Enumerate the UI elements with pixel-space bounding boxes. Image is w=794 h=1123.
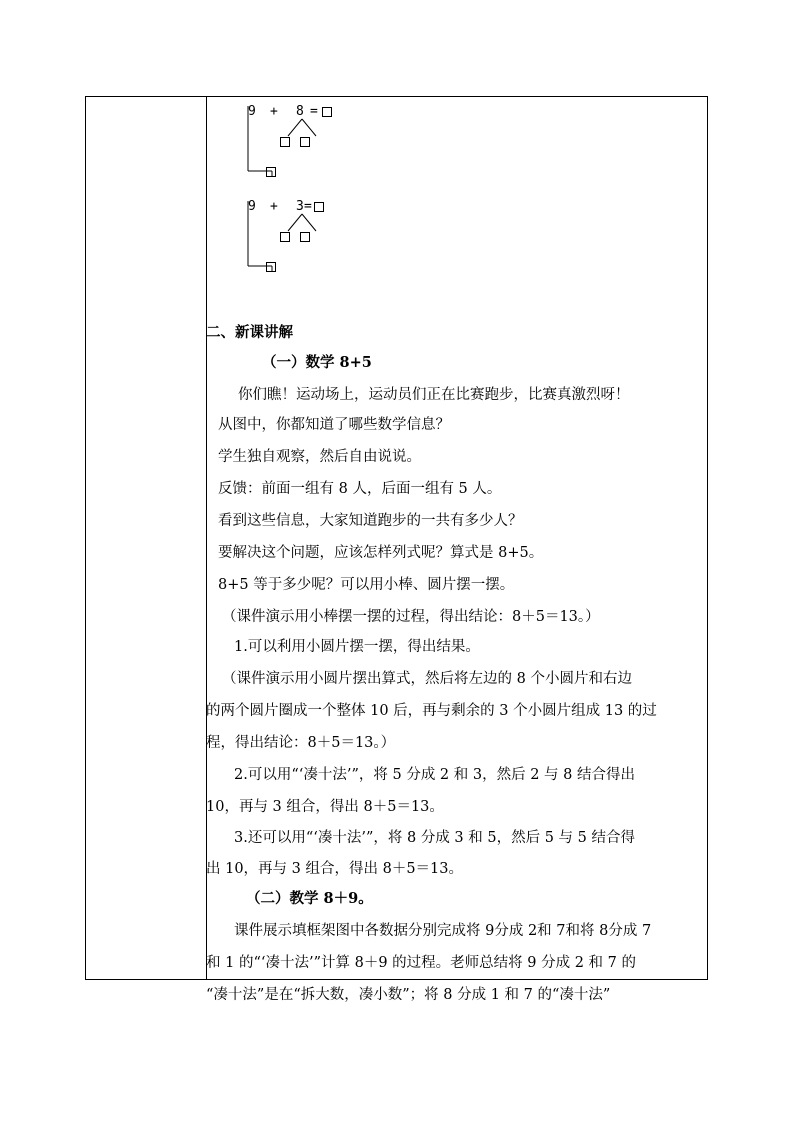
paragraph-line: 的两个圆片圈成一个整体 10 后，再与剩余的 3 个小圆片组成 13 的过 <box>206 703 657 719</box>
addend-left: 9 <box>248 199 256 214</box>
paragraph-line: 3.还可以用“‘凑十法’”，将 8 分成 3 和 5，然后 5 与 5 结合得 <box>234 830 635 846</box>
paragraph-line: 要解决这个问题，应该怎样列式呢？算式是 8+5。 <box>218 545 544 561</box>
split-box-left <box>280 232 290 242</box>
answer-box <box>322 107 332 117</box>
subsection-title-2: （二）教学 8＋9。 <box>246 890 373 907</box>
plus-sign: + <box>270 199 278 214</box>
answer-box <box>314 202 324 212</box>
column-divider <box>206 97 207 979</box>
paragraph-line: 1.可以利用小圆片摆一摆，得出结果。 <box>234 639 480 655</box>
paragraph-line: 学生独自观察，然后自由说说。 <box>218 449 421 465</box>
plus-sign: + <box>270 104 278 119</box>
make-ten-diagram-2 <box>218 200 358 280</box>
ten-box <box>266 262 276 272</box>
paragraph-line: 课件展示填框架图中各数据分别完成将 9分成 2和 7和将 8分成 7 <box>234 923 652 939</box>
paragraph-line: 你们瞧！运动场上，运动员们正在比赛跑步，比赛真激烈呀！ <box>238 387 630 403</box>
section-title: 二、新课讲解 <box>206 324 293 341</box>
split-box-left <box>280 137 290 147</box>
table-frame <box>85 96 708 1003</box>
paragraph-line: 10，再与 3 组合，得出 8＋5＝13。 <box>206 799 444 815</box>
addend-right: 3 <box>296 199 304 214</box>
paragraph-line: 2.可以用“‘凑十法’”，将 5 分成 2 和 3，然后 2 与 8 结合得出 <box>234 767 635 783</box>
addend-left: 9 <box>248 104 256 119</box>
paragraph-line: 和 1 的“‘凑十法’”计算 8＋9 的过程。老师总结将 9 分成 2 和 7 的 <box>206 955 636 971</box>
paragraph-line: 从图中，你都知道了哪些数学信息？ <box>218 417 450 433</box>
equals-sign: = <box>304 199 312 214</box>
equals-sign: = <box>310 104 318 119</box>
paragraph-line: 程，得出结论：8＋5＝13。） <box>206 735 396 751</box>
paragraph-line: 反馈：前面一组有 8 人，后面一组有 5 人。 <box>218 481 502 497</box>
ten-box <box>266 167 276 177</box>
split-box-right <box>300 137 310 147</box>
split-box-right <box>300 232 310 242</box>
paragraph-line: “凑十法”是在“拆大数，凑小数”；将 8 分成 1 和 7 的“凑十法” <box>206 987 611 1003</box>
subsection-title-1: （一）数学 8+5 <box>262 354 372 371</box>
paragraph-line: 8+5 等于多少呢？可以用小棒、圆片摆一摆。 <box>218 577 515 593</box>
paragraph-line: 出 10，再与 3 组合，得出 8＋5＝13。 <box>206 861 464 877</box>
make-ten-diagram-1 <box>218 105 358 185</box>
paragraph-line: 看到这些信息，大家知道跑步的一共有多少人？ <box>218 513 523 529</box>
paragraph-line: （课件演示用小棒摆一摆的过程，得出结论：8＋5＝13。） <box>222 609 600 625</box>
paragraph-line: （课件演示用小圆片摆出算式，然后将左边的 8 个小圆片和右边 <box>222 671 632 687</box>
addend-right: 8 <box>296 104 304 119</box>
